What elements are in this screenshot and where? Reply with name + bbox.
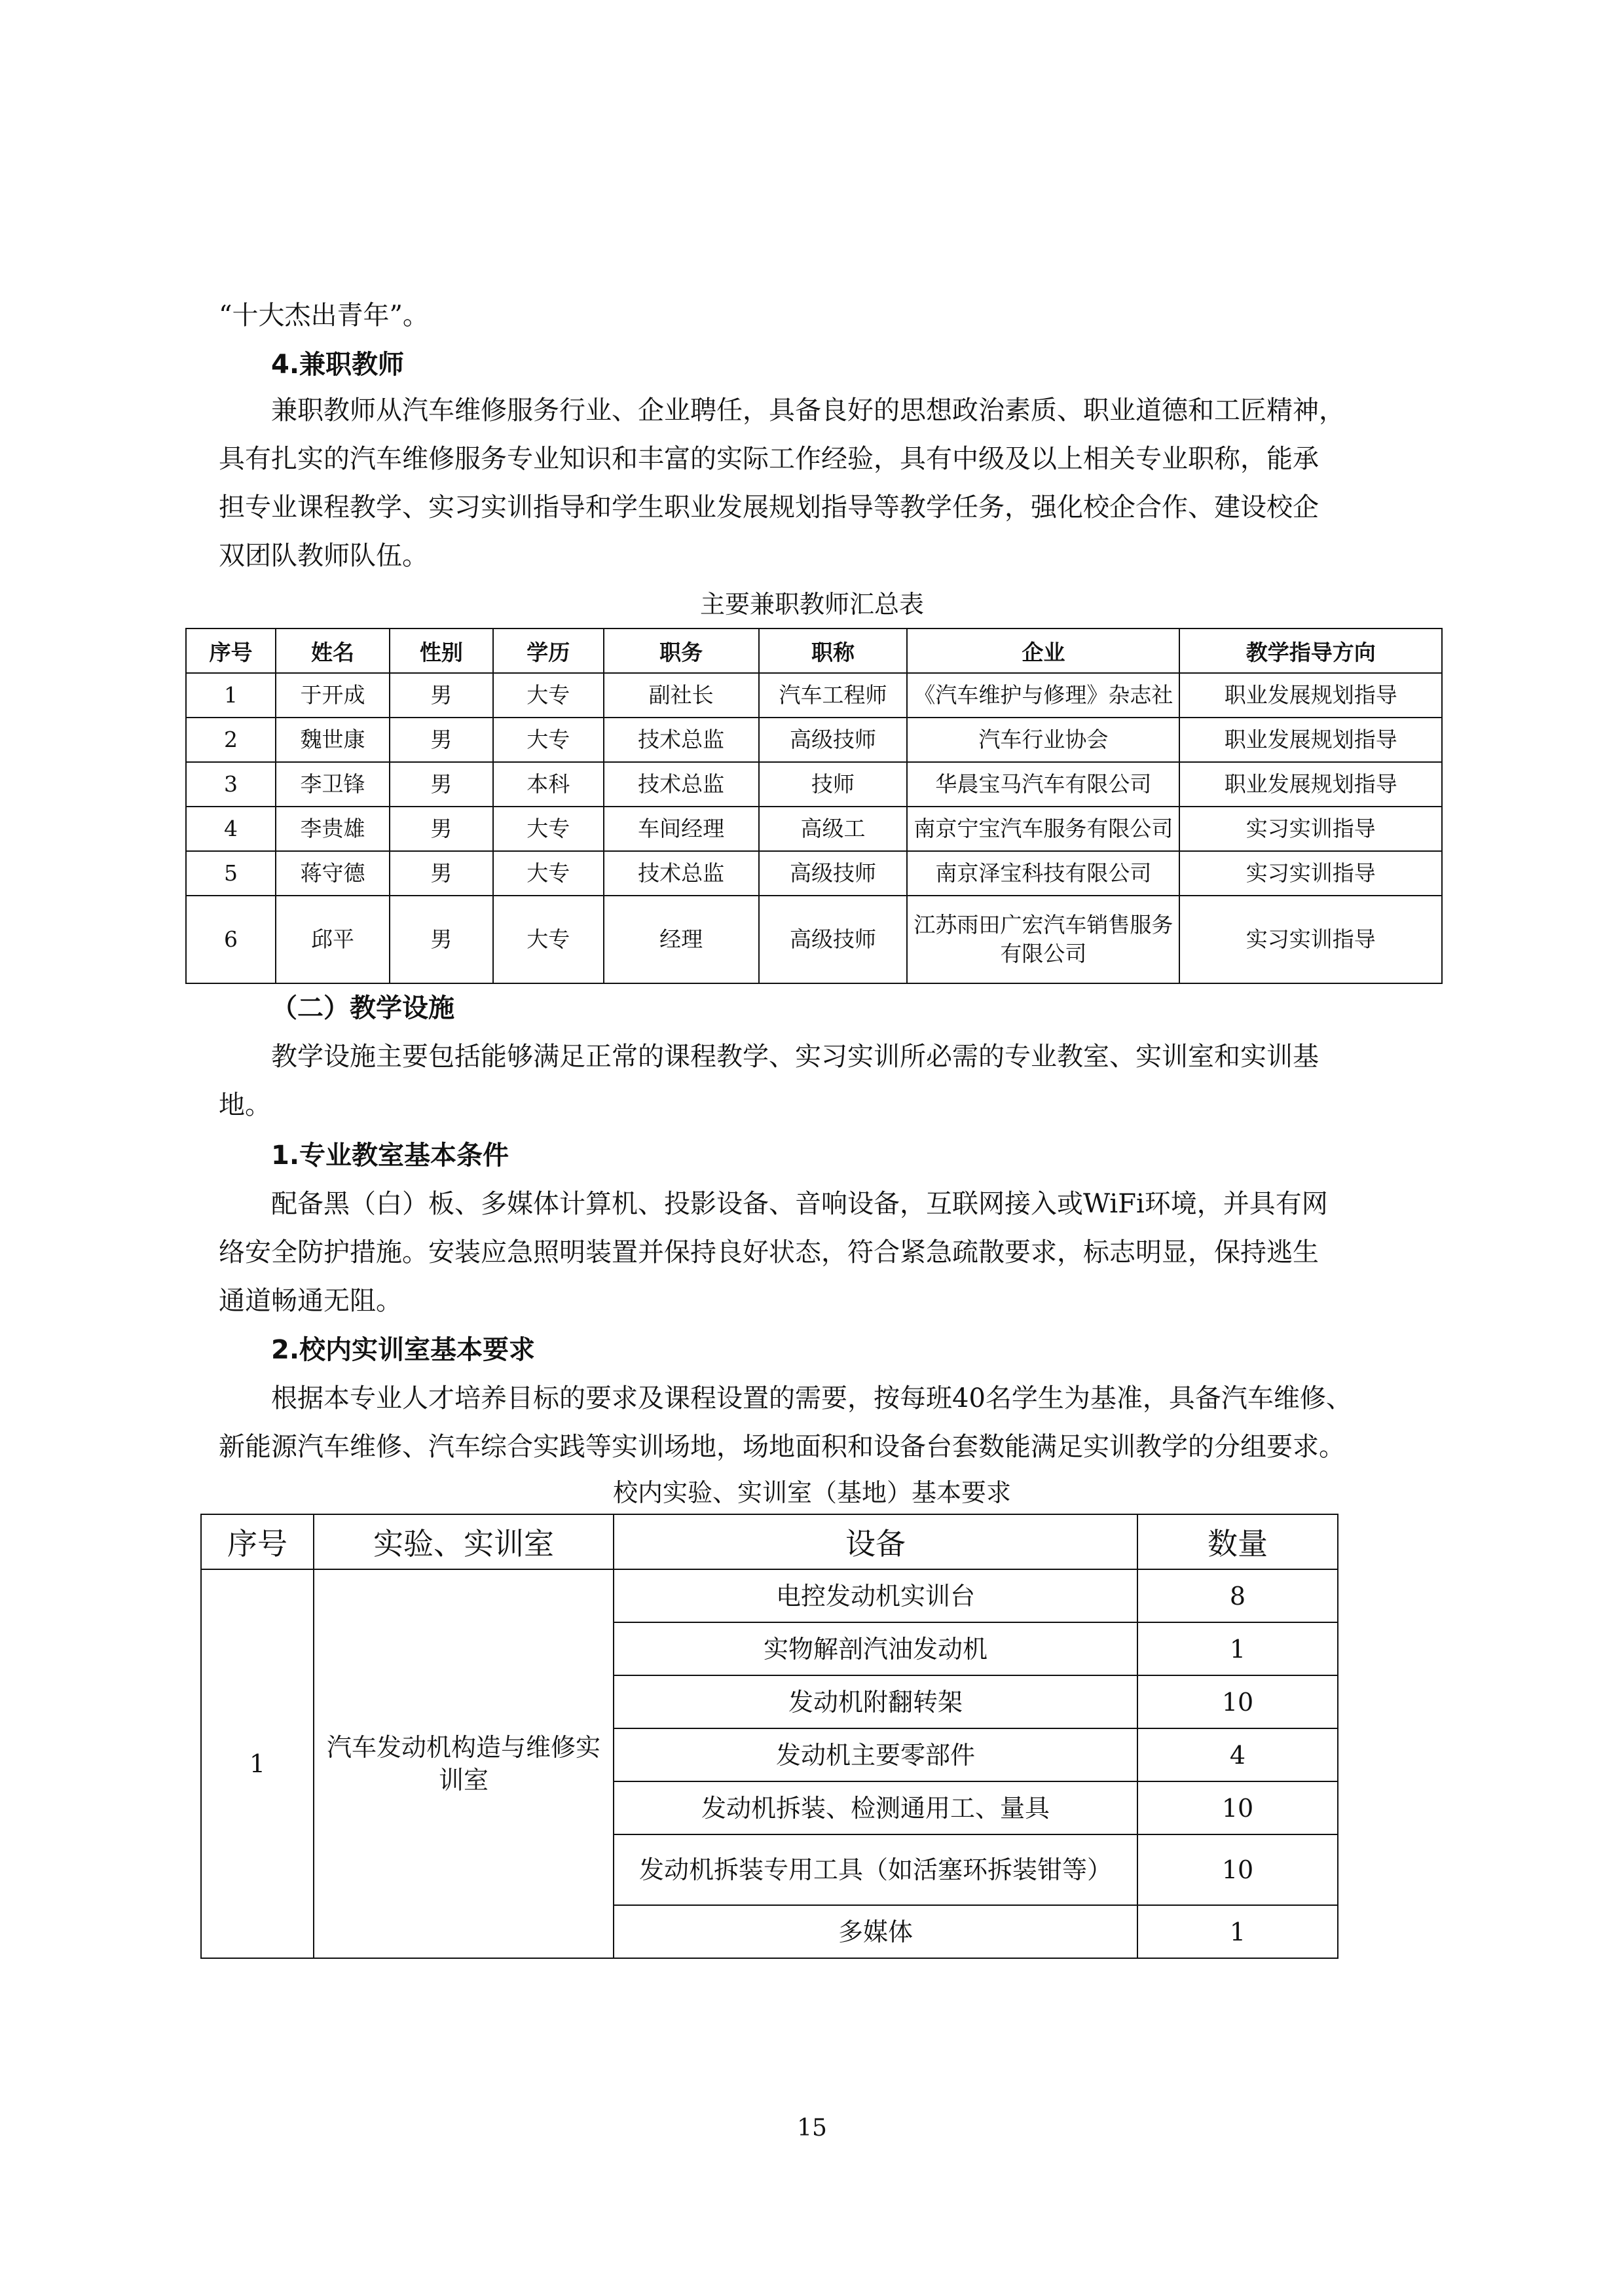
- table-row: [201, 1569, 1338, 1622]
- table-cell: 于开成: [276, 673, 390, 718]
- table-cell: 男: [390, 851, 493, 896]
- paragraph-classroom: [219, 1180, 1450, 1325]
- equipment-cell: 多媒体: [614, 1905, 1137, 1958]
- equipment-cell: 发动机附翻转架: [614, 1675, 1137, 1728]
- table-row: [186, 718, 1442, 762]
- heading-part-time-teachers: 4.兼职教师: [271, 350, 405, 380]
- col-header: 序号: [186, 629, 276, 673]
- table-cell: 职业发展规划指导: [1179, 718, 1442, 762]
- table-row: [186, 896, 1442, 983]
- table-cell: 经理: [604, 896, 759, 983]
- table-row: [186, 851, 1442, 896]
- table2-caption: 校内实验、实训室（基地）基本要求: [612, 1478, 1011, 1507]
- col-header: 教学指导方向: [1179, 629, 1442, 673]
- table-cell: 华晨宝马汽车有限公司: [907, 762, 1179, 807]
- paragraph-facilities: [219, 1032, 1450, 1129]
- col-header: 姓名: [276, 629, 390, 673]
- table-cell: 实习实训指导: [1179, 851, 1442, 896]
- part-time-teachers-table: [185, 628, 1443, 984]
- col-header: 性别: [390, 629, 493, 673]
- table-cell: 李贵雄: [276, 807, 390, 851]
- table-cell: 大专: [493, 896, 604, 983]
- col-header: 设备: [614, 1514, 1137, 1569]
- col-header: 学历: [493, 629, 604, 673]
- table-cell: 高级工: [759, 807, 908, 851]
- text-line: 络安全防护措施。安装应急照明装置并保持良好状态，符合紧急疏散要求，标志明显，保持逃生: [219, 1237, 1319, 1267]
- col-header: 职务: [604, 629, 759, 673]
- table-cell: 汽车行业协会: [907, 718, 1179, 762]
- equipment-cell: 发动机拆装、检测通用工、量具: [614, 1781, 1137, 1834]
- table-row: [186, 762, 1442, 807]
- text-line: 配备黑（白）板、多媒体计算机、投影设备、音响设备，互联网接入或WiFi环境，并具有网: [271, 1189, 1328, 1219]
- text-line: 地。: [219, 1090, 271, 1120]
- table-row: [186, 673, 1442, 718]
- text-line: 担专业课程教学、实习实训指导和学生职业发展规划指导等教学任务，强化校企合作、建设校企: [219, 492, 1319, 522]
- table-cell: 职业发展规划指导: [1179, 762, 1442, 807]
- table-cell: 6: [186, 896, 276, 983]
- col-header: 序号: [201, 1514, 314, 1569]
- quantity-cell: 10: [1137, 1834, 1338, 1905]
- col-header: 数量: [1137, 1514, 1338, 1569]
- heading-teaching-facilities: （二）教学设施: [271, 993, 454, 1023]
- lab-name-cell: 汽车发动机构造与维修实训室: [314, 1569, 614, 1958]
- table-cell: 男: [390, 673, 493, 718]
- table-cell: 技术总监: [604, 851, 759, 896]
- paragraph-labs: [219, 1374, 1450, 1471]
- table-cell: 5: [186, 851, 276, 896]
- table-cell: 汽车工程师: [759, 673, 908, 718]
- table-cell: 魏世康: [276, 718, 390, 762]
- text-line: 根据本专业人才培养目标的要求及课程设置的需要，按每班40名学生为基准，具备汽车维修、: [271, 1383, 1352, 1413]
- table-cell: 男: [390, 718, 493, 762]
- table-cell: 高级技师: [759, 718, 908, 762]
- table-cell: 男: [390, 896, 493, 983]
- table-cell: 1: [186, 673, 276, 718]
- table-cell: 大专: [493, 718, 604, 762]
- table-cell: 南京宁宝汽车服务有限公司: [907, 807, 1179, 851]
- quantity-cell: 1: [1137, 1622, 1338, 1675]
- table-cell: 副社长: [604, 673, 759, 718]
- quantity-cell: 4: [1137, 1728, 1338, 1781]
- heading-classroom: 1.专业教室基本条件: [271, 1140, 509, 1171]
- table-cell: 实习实训指导: [1179, 807, 1442, 851]
- table-cell: 3: [186, 762, 276, 807]
- table-cell: 大专: [493, 673, 604, 718]
- table-cell: 大专: [493, 851, 604, 896]
- table-cell: 高级技师: [759, 851, 908, 896]
- col-header: 企业: [907, 629, 1179, 673]
- table-header-row: [201, 1514, 1338, 1569]
- text-line: 具有扎实的汽车维修服务专业知识和丰富的实际工作经验，具有中级及以上相关专业职称，能承: [219, 444, 1319, 474]
- continued-line: “十大杰出青年”。: [219, 301, 429, 331]
- text-line: 教学设施主要包括能够满足正常的课程教学、实习实训所必需的专业教室、实训室和实训基: [271, 1042, 1319, 1072]
- quantity-cell: 10: [1137, 1675, 1338, 1728]
- table-cell: 职业发展规划指导: [1179, 673, 1442, 718]
- group-number-cell: 1: [201, 1569, 314, 1958]
- table-cell: 邱平: [276, 896, 390, 983]
- lab-requirements-table: [200, 1514, 1338, 1959]
- table-header-row: [186, 629, 1442, 673]
- table-cell: 本科: [493, 762, 604, 807]
- table-cell: 李卫锋: [276, 762, 390, 807]
- table-cell: 蒋守德: [276, 851, 390, 896]
- page-number: 15: [797, 2115, 827, 2141]
- text-line: 通道畅通无阻。: [219, 1286, 402, 1316]
- heading-labs: 2.校内实训室基本要求: [271, 1335, 536, 1365]
- table-cell: 男: [390, 807, 493, 851]
- table-cell: 技术总监: [604, 718, 759, 762]
- table-cell: 江苏雨田广宏汽车销售服务有限公司: [907, 896, 1179, 983]
- table-cell: 高级技师: [759, 896, 908, 983]
- quantity-cell: 8: [1137, 1569, 1338, 1622]
- table-cell: 技师: [759, 762, 908, 807]
- equipment-cell: 实物解剖汽油发动机: [614, 1622, 1137, 1675]
- table-cell: 车间经理: [604, 807, 759, 851]
- text-line: 兼职教师从汽车维修服务行业、企业聘任，具备良好的思想政治素质、职业道德和工匠精神，: [271, 395, 1345, 426]
- col-header: 实验、实训室: [314, 1514, 614, 1569]
- table-cell: 南京泽宝科技有限公司: [907, 851, 1179, 896]
- col-header: 职称: [759, 629, 908, 673]
- table1-caption: 主要兼职教师汇总表: [699, 590, 924, 619]
- table-cell: 《汽车维护与修理》杂志社: [907, 673, 1179, 718]
- table-row: [186, 807, 1442, 851]
- table-cell: 大专: [493, 807, 604, 851]
- paragraph-part-time-teachers: [219, 386, 1450, 580]
- text-line: 双团队教师队伍。: [219, 541, 428, 571]
- equipment-cell: 发动机拆装专用工具（如活塞环拆装钳等）: [614, 1834, 1137, 1905]
- table-cell: 2: [186, 718, 276, 762]
- quantity-cell: 1: [1137, 1905, 1338, 1958]
- quantity-cell: 10: [1137, 1781, 1338, 1834]
- table-cell: 男: [390, 762, 493, 807]
- equipment-cell: 发动机主要零部件: [614, 1728, 1137, 1781]
- table-cell: 4: [186, 807, 276, 851]
- text-line: 新能源汽车维修、汽车综合实践等实训场地，场地面积和设备台套数能满足实训教学的分组要求。: [219, 1432, 1345, 1462]
- table-cell: 实习实训指导: [1179, 896, 1442, 983]
- table-cell: 技术总监: [604, 762, 759, 807]
- equipment-cell: 电控发动机实训台: [614, 1569, 1137, 1622]
